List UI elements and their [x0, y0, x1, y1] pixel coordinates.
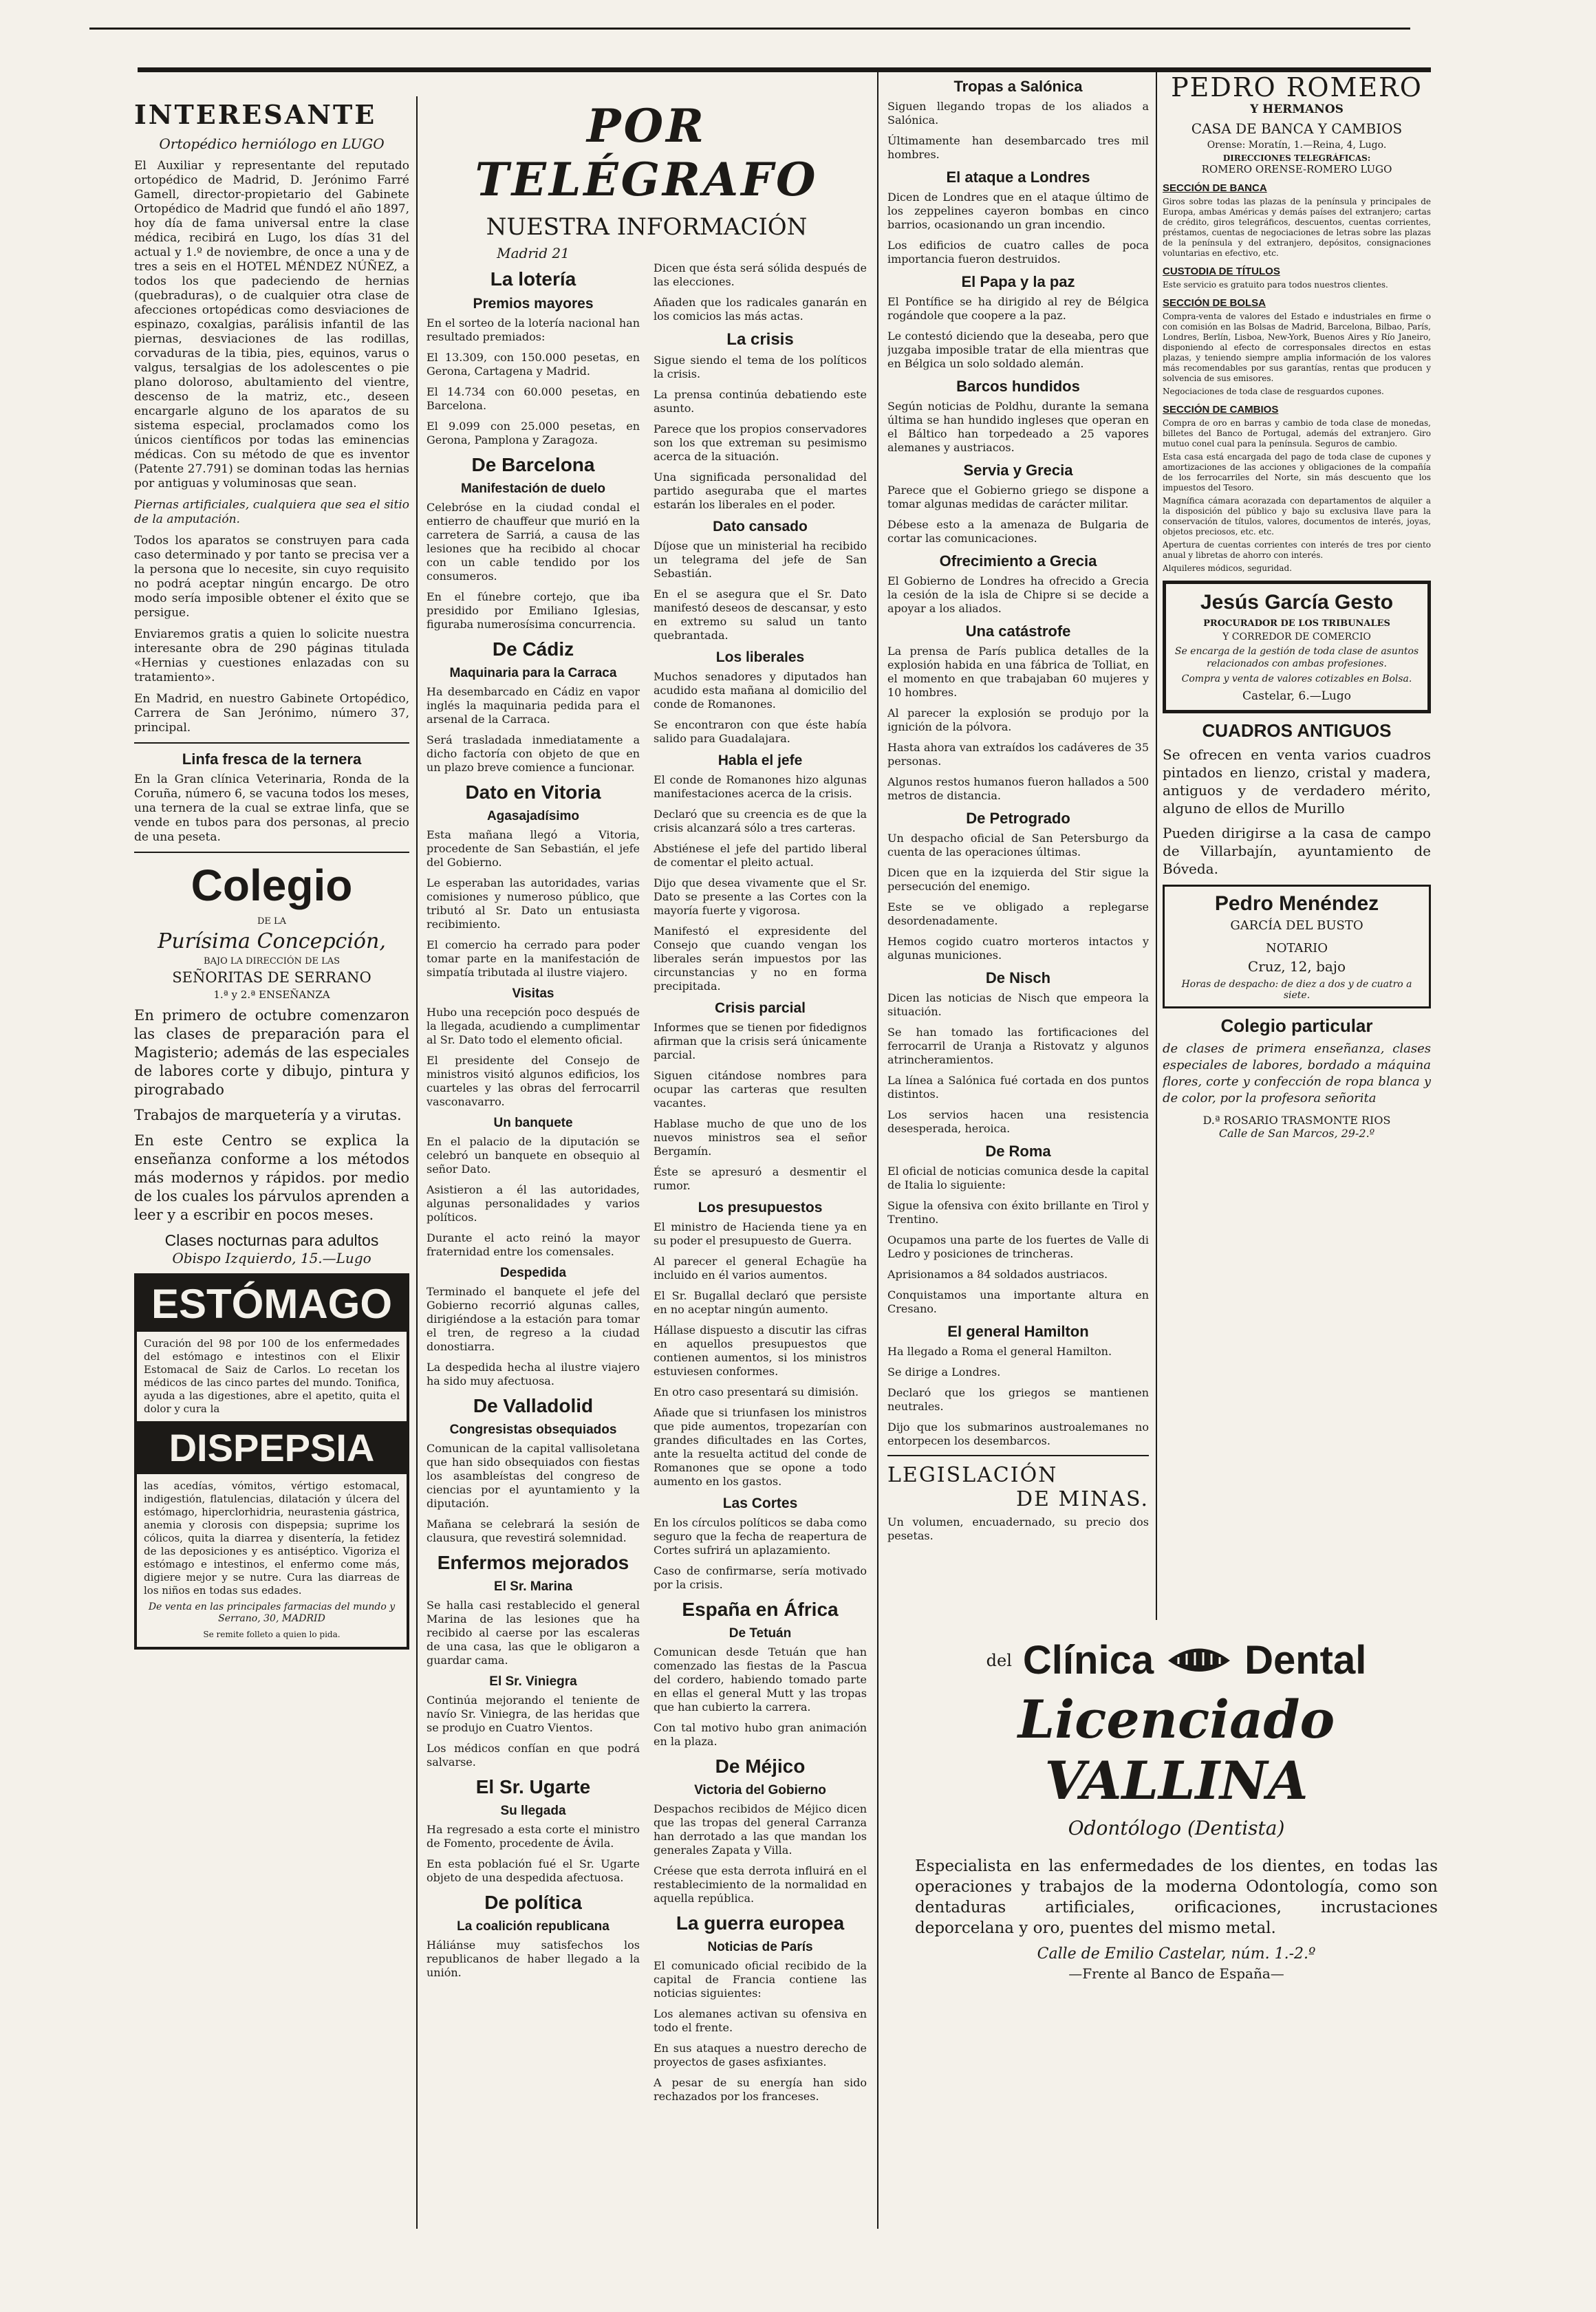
colegio-name: Purísima Concepción,	[158, 929, 386, 953]
cansado-text: Díjose que un ministerial ha recibido un telegrama del jefe de San Sebastián.	[654, 539, 867, 580]
menendez-name: Pedro Menéndez	[1214, 892, 1379, 915]
banquete-heading: Un banquete	[493, 1116, 573, 1130]
ortho-motto: Piernas artificiales, cualquiera que sea el sitio de la amputación.	[134, 498, 409, 526]
presupuestos-text-4: Hállase dispuesto a discutir las cifras en aquellos presupuestos que contienen aumentos, si los ministros estuviesen conformes.	[654, 1324, 867, 1378]
ugarte-heading: El Sr. Ugarte	[475, 1776, 591, 1797]
tetuan-text: Comunican desde Tetuán que han comenzado las fiestas de la Pascua del cordero, habiendo tomado parte en ellas el general Mutt y las tropas que han cubierto la carrera.	[654, 1645, 867, 1714]
marina-text: Se halla casi restablecido el general Marina de las lesiones que ha recibido al caerse por las escaleras de una casa, las que le obligaron a guardar cama.	[427, 1599, 640, 1667]
tropas-text: Siguen llegando tropas de los aliados a Salónica.	[887, 100, 1149, 127]
congreso-text: Comunican de la capital vallisoletana que han sido obsequiados con fiestas los asambleístas del congreso de ciencias por el ayuntamiento y la diputación.	[427, 1442, 640, 1510]
papa-text: El Pontífice se ha dirigido al rey de Bélgica rogándole que coopere a la paz.	[887, 295, 1149, 322]
ugarte-text-2: En esta población fué el Sr. Ugarte objeto de una despedida afectuosa.	[427, 1857, 640, 1884]
barcos-heading: Barcos hundidos	[956, 378, 1080, 395]
cortes-text-2: Caso de confirmarse, sería motivado por la crisis.	[654, 1564, 867, 1591]
catastrofe-text-3: Hasta ahora van extraídos los cadáveres de 35 personas.	[887, 741, 1149, 768]
column-rule-2	[877, 72, 878, 2229]
colegio-ensenanza: 1.ª y 2.ª ENSEÑANZA	[213, 988, 330, 1001]
separator	[134, 742, 409, 744]
nisch-text-2: Se han tomado las fortificaciones del ferrocarril de Uranja a Ristovatz y algunos atrincheramientos.	[887, 1026, 1149, 1066]
paris-text-3: En sus ataques a nuestro derecho de proyectos de gases asfixiantes.	[654, 2042, 867, 2068]
cambios-heading: SECCIÓN DE CAMBIOS	[1163, 404, 1279, 415]
mejico-heading: De Méjico	[715, 1755, 806, 1777]
colegio-text-3: En este Centro se explica la enseñanza conforme a los métodos más modernos y rápidos. por medio de los cuales los párvulos aprenden a leer y a escribir en pocos meses.	[134, 1132, 409, 1223]
dispepsia-sale: De venta en las principales farmacias del mundo y Serrano, 30, MADRID	[148, 1601, 396, 1624]
ugarte-text: Ha regresado a esta corte el ministro de Fomento, procedente de Ávila.	[427, 1823, 640, 1850]
dateline: Madrid 21	[497, 245, 570, 261]
hamilton-text-2: Se dirige a Londres.	[887, 1365, 1001, 1379]
menendez-hours: Horas de despacho: de diez a dos y de cuatro a siete.	[1181, 979, 1412, 1001]
estomago-text: Curación del 98 por 100 de los enfermedades del estómago e intestinos con el Elixir Estomacal de Saiz de Carlos. Lo recetan los médicos de las cinco partes del mundo. Tonifica, ayuda a las digestiones, abre el apetito, quita el dolor y cura la	[144, 1337, 400, 1415]
llegada-heading: Su llegada	[500, 1804, 566, 1818]
column-news-right	[887, 72, 1149, 1620]
nuestra-informacion: NUESTRA INFORMACIÓN	[486, 213, 808, 241]
roma-heading: De Roma	[985, 1143, 1051, 1160]
dental-prefix-word: del	[986, 1650, 1012, 1670]
menendez-sub: GARCÍA DEL BUSTO	[1230, 918, 1363, 933]
gesto-name: Jesús García Gesto	[1200, 591, 1394, 614]
duelo-heading: Manifestación de duelo	[460, 482, 606, 496]
guerra-heading: La guerra europea	[676, 1912, 845, 1934]
nisch-text: Dicen las noticias de Nisch que empeora la situación.	[887, 991, 1149, 1018]
habla-text-4: Dijo que desea vivamente que el Sr. Dato se presente a las Cortes con la mayoría fuerte y vigorosa.	[654, 876, 867, 917]
bolsa-text-2: Negociaciones de toda clase de resguardos cupones.	[1163, 387, 1384, 396]
dental-address: Calle de Emilio Castelar, núm. 1.-2.º	[1037, 1945, 1316, 1963]
ortho-heading: Ortopédico herniólogo en LUGO	[159, 136, 385, 152]
column-rule-3	[1156, 72, 1157, 1620]
papa-text-2: Le contestó diciendo que la deseaba, pero que juzgaba imposible tratar de ella mientras que en Bélgica un solo soldado alemán.	[887, 329, 1149, 370]
loteria-heading: La lotería	[490, 268, 576, 290]
despedida-text: Terminado el banquete el jefe del Gobierno recorrió algunas calles, dirigiéndose a la estación para tomar el tren, de regreso a la ciudad donostiarra.	[427, 1285, 640, 1353]
gesto-role-2: Y CORREDOR DE COMERCIO	[1222, 631, 1371, 642]
cambios-text-2: Esta casa está encargada del pago de toda clase de cupones y amortizaciones de las acciones y obligaciones de la compañía de los ferrocarriles del Norte, sin más descuento que los impuestos del Tesoro.	[1163, 452, 1431, 493]
paris-heading: Noticias de París	[707, 1940, 813, 1954]
banquete-text-3: Durante el acto reinó la mayor fraternidad entre los comensales.	[427, 1231, 640, 1258]
barcelona-heading: De Barcelona	[471, 454, 595, 475]
separator	[134, 852, 409, 853]
legislacion-heading: LEGISLACIÓN	[887, 1463, 1058, 1487]
habla-text: El conde de Romanones hizo algunas manifestaciones acerca de la crisis.	[654, 773, 867, 800]
gesto-text-2: Compra y venta de valores cotizables en Bolsa.	[1181, 673, 1412, 684]
petrogrado-text-4: Hemos cogido cuatro morteros intactos y algunas municiones.	[887, 935, 1149, 962]
header-rule	[138, 67, 1431, 72]
victoria-heading: Victoria del Gobierno	[694, 1783, 826, 1797]
vitoria-heading: Dato en Vitoria	[465, 781, 601, 803]
menendez-ad	[1163, 885, 1431, 1008]
por-telegrafo-title: POR TELÉGRAFO	[475, 99, 819, 206]
catastrofe-text-4: Algunos restos humanos fueron hallados a 500 metros de distancia.	[887, 775, 1149, 802]
papa-heading: El Papa y la paz	[961, 273, 1075, 290]
colegio-text-2: Trabajos de marquetería y a virutas.	[134, 1107, 402, 1123]
agasajo-text-3: El comercio ha cerrado para poder tomar parte en la manifestación de simpatía tributada al ilustre viajero.	[427, 938, 640, 979]
presupuestos-text-2: Al parecer el general Echagüe ha incluido en él varios aumentos.	[654, 1255, 867, 1282]
tropas-heading: Tropas a Salónica	[953, 78, 1083, 95]
r-text-2: Añaden que los radicales ganarán en los comicios las más actas.	[654, 296, 867, 323]
parcial-text-3: Hablase mucho de que uno de los nuevos ministros sea el señor Bergamín.	[654, 1117, 867, 1158]
hamilton-heading: El general Hamilton	[947, 1323, 1089, 1340]
presupuestos-heading: Los presupuestos	[698, 1200, 823, 1216]
despedida-text-2: La despedida hecha al ilustre viajero ha sido muy afectuosa.	[427, 1361, 640, 1387]
viniegra-heading: El Sr. Viniegra	[489, 1674, 577, 1689]
servia-text: Parece que el Gobierno griego se dispone a tomar algunas medidas de carácter militar.	[887, 484, 1149, 510]
ortho-text: El Auxiliar y representante del reputado ortopédico de Madrid, D. Jerónimo Farré Gamell, director-propietario del Gabinete Ortopédico de Madrid que fundó el año 1897, hoy día de fama universal entre la clase médica, recibirá en Lugo, los días 31 del actual y 1.º de noviembre, de once a una y de tres a seis en el HOTEL MÉNDEZ NÚÑEZ, a todos los que padeciendo de hernias (quebraduras), o de cualquier otra clase de afecciones ortopédicas como desviaciones de espinazo, coxalgias, parálisis infantil de las piernas, desviaciones de las rodillas, corvaduras de la tibia, pies, equinos, varus o valgus, tersalgias de los adolescentes o pie plano doloroso, abultamiento del vientre, descenso de la matriz, etc., deseen encargarle alguno de los aparatos de su sistema especial, proclamados como los únicos científicos por todas las eminencias médicas. Con su método de que es inventor (Patente 27.791) se dominan todas las hernias por antiguas y voluminosas que sean.	[134, 159, 409, 490]
dental-title-right: Dental	[1244, 1638, 1367, 1683]
banca-heading: SECCIÓN DE BANCA	[1163, 182, 1267, 194]
coalicion-text: Háliánse muy satisfechos los republicanos de haber llegado a la unión.	[427, 1938, 640, 1979]
ortho-text-2: Todos los aparatos se construyen para cada caso determinado y por tanto se precisa ver a la persona que lo necesite, sin cuyo requisito no podrá aceptar ningún encargo. De otro modo sería imposible obtener el éxito que se persigue.	[134, 534, 409, 620]
r-text-1: Dicen que ésta será sólida después de las elecciones.	[654, 261, 867, 288]
servia-heading: Servia y Grecia	[963, 462, 1073, 479]
petrogrado-text-2: Dicen que en la izquierda del Stir sigue la persecución del enemigo.	[887, 866, 1149, 893]
hamilton-text-4: Dijo que los submarinos austroalemanes no entorpecen los desembarcos.	[887, 1420, 1149, 1447]
colegio-senoritas: SEÑORITAS DE SERRANO	[172, 969, 371, 986]
agasajo-text-2: Le esperaban las autoridades, varias comisiones y numeroso público, que tributó al Sr. Dato un entusiasta recibimiento.	[427, 876, 640, 931]
politica-heading: De política	[484, 1892, 582, 1913]
romero-title: PEDRO ROMERO	[1171, 72, 1423, 102]
menendez-address: Cruz, 12, bajo	[1247, 958, 1346, 975]
mejico-text: Despachos recibidos de Méjico dicen que las tropas del general Carranza han derrotado a las que mandan los generales Zapata y Villa.	[654, 1802, 867, 1857]
cambios-text: Compra de oro en barras y cambio de toda clase de monedas, billetes del Banco de Portugal, además del extranjero. Giro mutuo conel cual para la península. Seguros de cambio.	[1163, 418, 1431, 449]
dental-text: Especialista en las enfermedades de los dientes, en todas las operaciones y trabajos de la moderna Odontología, como son dentaduras artificiales, orificaciones, incrustaciones deporcelana y oro, puentes del mismo metal.	[915, 1857, 1438, 1937]
gesto-address: Castelar, 6.—Lugo	[1242, 689, 1351, 703]
parcial-text-4: Éste se apresuró a desmentir el rumor.	[654, 1165, 867, 1192]
romero-telegrafica: ROMERO ORENSE-ROMERO LUGO	[1201, 163, 1392, 175]
cansado-text-2: En el se asegura que el Sr. Dato manifestó deseos de descansar, y esto en extremo su salud un tanto quebrantada.	[654, 587, 867, 642]
separator	[887, 1455, 1149, 1456]
titulos-heading: CUSTODIA DE TÍTULOS	[1163, 266, 1280, 277]
banca-text: Giros sobre todas las plazas de la península y principales de Europa, ambas Américas y demás países del extranjero; cartas de crédito, giros telegráficos, descuentos, cuentas corrientes, préstamos, cuentas de negociaciones de letras sobre las plazas de la península y del extranjero, depósitos, consignaciones voluntarias en efectivo, etc.	[1163, 197, 1431, 258]
hamilton-text-3: Declaró que los griegos se mantienen neutrales.	[887, 1386, 1149, 1413]
roma-text-3: Ocupamos una parte de los fuertes de Valle di Ledro y posiciones de trincheras.	[887, 1233, 1149, 1260]
presupuestos-text-3: El Sr. Bugallal declaró que persiste en no aceptar ningún aumento.	[654, 1289, 867, 1316]
romero-sub: Y HERMANOS	[1250, 102, 1344, 116]
dispepsia-note: Se remite folleto a quien lo pida.	[203, 1630, 341, 1639]
banquete-text-2: Asistieron a él las autoridades, algunas personalidades y varios políticos.	[427, 1183, 640, 1224]
cortes-heading: Las Cortes	[722, 1495, 798, 1511]
petrogrado-text: Un despacho oficial de San Petersburgo da cuenta de las operaciones últimas.	[887, 832, 1149, 858]
crisis-text: Sigue siendo el tema de los políticos la crisis.	[654, 354, 867, 380]
column-telegrafo	[427, 96, 867, 2236]
tropas-text-2: Últimamente han desembarcado tres mil hombres.	[887, 134, 1149, 161]
presupuestos-text: El ministro de Hacienda tiene ya en su poder el presupuesto de Guerra.	[654, 1220, 867, 1247]
linfa-text: En la Gran clínica Veterinaria, Ronda de la Coruña, número 6, se vacuna todos los meses, una ternera de la cual se extrae linfa, que se vende en tubos para dos personas, al precio de una peseta.	[134, 773, 409, 844]
nisch-heading: De Nisch	[985, 969, 1051, 986]
premios-heading: Premios mayores	[473, 296, 594, 312]
habla-text-5: Manifestó el expresidente del Consejo que cuando vengan los liberales serán impuestos por las circunstancias y no en forma precipitada.	[654, 925, 867, 993]
cansado-heading: Dato cansado	[713, 519, 808, 534]
bolsa-text: Compra-venta de valores del Estado e industriales en firme o con comisión en las Bolsas de Madrid, Barcelona, Bilbao, París, Londres, Berlín, Lisboa, New-York, Buenos Aires y Río Janeiro, disponiendo al efecto de corresponsales directos en estas plazas, y teniendo siempre amplia información de los valores más recomendables por sus garantías, rentas que producen y solvencia de sus emisores.	[1163, 312, 1431, 383]
cadiz-heading: De Cádiz	[492, 638, 574, 660]
dental-title-left: Clínica	[1022, 1638, 1154, 1683]
particular-text: de clases de primera enseñanza, clases especiales de labores, bordado a máquina flores, corte y confección de ropa blanca y de color, por la profesora señorita	[1163, 1041, 1431, 1105]
carraca-heading: Maquinaria para la Carraca	[449, 666, 617, 680]
carraca-text: Ha desembarcado en Cádiz en vapor inglés la maquinaria pedida para el arsenal de la Carraca.	[427, 685, 640, 726]
menendez-role: NOTARIO	[1266, 941, 1328, 955]
mejico-text-2: Créese que esta derrota influirá en el restablecimiento de la normalidad en aquella república.	[654, 1864, 867, 1905]
roma-text: El oficial de noticias comunica desde la capital de Italia lo siguiente:	[887, 1165, 1149, 1191]
visitas-heading: Visitas	[512, 986, 554, 1001]
linfa-heading: Linfa fresca de la ternera	[182, 750, 362, 768]
gesto-ad	[1163, 581, 1431, 713]
tetuan-text-2: Con tal motivo hubo gran animación en la plaza.	[654, 1721, 867, 1748]
column-advertisements-right	[1163, 72, 1431, 1620]
ataque-text: Dicen de Londres que en el ataque último de los zeppelines cayeron bombas en cinco barrios, ocasionando un gran incendio.	[887, 191, 1149, 231]
presupuestos-text-5: En otro caso presentará su dimisión.	[654, 1385, 859, 1398]
colegio-address: Obispo Izquierdo, 15.—Lugo	[172, 1250, 371, 1266]
colegio-nocturnas: Clases nocturnas para adultos	[164, 1231, 379, 1249]
cuadros-text-2: Pueden dirigirse a la casa de campo de Villarbajín, ayuntamiento de Bóveda.	[1163, 825, 1431, 877]
loteria-p1: El 13.309, con 150.000 pesetas, en Gerona, Cartagena y Madrid.	[427, 351, 640, 378]
ortho-address: En Madrid, en nuestro Gabinete Ortopédico, Carrera de San Jerónimo, número 37, principal.	[134, 692, 409, 735]
ataque-text-2: Los edificios de cuatro calles de poca importancia fueron destruidos.	[887, 239, 1149, 266]
petrogrado-text-3: Este se ve obligado a replegarse desordenadamente.	[887, 900, 1149, 927]
presupuestos-text-6: Añade que si triunfasen los ministros que pide aumentos, tropezarían con grandes dificultades en las Cortes, ante la resuelta actitud del conde de Romanones que se opone a todo aumento en los gastos.	[654, 1406, 867, 1488]
dental-ad	[915, 1637, 1438, 2229]
loteria-p3: El 9.099 con 25.000 pesetas, en Gerona, Pamplona y Zaragoza.	[427, 420, 640, 446]
paris-text-4: A pesar de su energía han sido rechazados por los franceses.	[654, 2076, 867, 2103]
parcial-heading: Crisis parcial	[715, 1000, 806, 1016]
column-rule-1	[416, 96, 418, 2229]
habla-heading: Habla el jefe	[718, 753, 803, 768]
roma-text-2: Sigue la ofensiva con éxito brillante en Tirol y Trentino.	[887, 1199, 1149, 1226]
carraca-text-2: Será trasladada inmediatamente a dicho factoría con objeto de que en un plazo breve comience a funcionar.	[427, 733, 640, 774]
despedida-heading: Despedida	[499, 1266, 567, 1280]
nisch-text-4: Los servios hacen una resistencia desesperada, heroica.	[887, 1108, 1149, 1135]
agasajo-heading: Agasajadísimo	[486, 809, 580, 823]
enfermos-heading: Enfermos mejorados	[437, 1552, 629, 1573]
romero-direcciones: DIRECCIONES TELEGRÁFICAS:	[1222, 153, 1371, 163]
petrogrado-heading: De Petrogrado	[966, 810, 1070, 827]
visitas-text-2: El presidente del Consejo de ministros visitó algunos edificios, los cuarteles y las obras del ferrocarril vasconavarro.	[427, 1054, 640, 1108]
estomago-title: ESTÓMAGO	[137, 1276, 407, 1332]
parcial-text-2: Siguen citándose nombres para ocupar las carteras que resulten vacantes.	[654, 1069, 867, 1110]
ortho-text-3: Enviaremos gratis a quien lo solicite nuestra interesante obra de 290 páginas titulada «Hernias y cuestiones enlazadas con su tratamiento».	[134, 627, 409, 684]
catastrofe-text-2: Al parecer la explosión se produjo por la ignición de la pólvora.	[887, 706, 1149, 733]
parcial-text: Informes que se tienen por fidedignos afirman que la crisis será únicamente parcial.	[654, 1021, 867, 1061]
coalicion-heading: La coalición republicana	[457, 1919, 610, 1934]
romero-banca: CASA DE BANCA Y CAMBIOS	[1191, 120, 1403, 137]
estomago-ad	[134, 1273, 409, 1650]
bolsa-heading: SECCIÓN DE BOLSA	[1163, 297, 1266, 309]
cambios-text-4: Apertura de cuentas corrientes con interés de tres por ciento anual y libretas de ahorro con interés.	[1163, 540, 1431, 560]
cambios-text-5: Alquileres módicos, seguridad.	[1163, 563, 1292, 573]
liberales-text-2: Se encontraron con que éste había salido para Guadalajara.	[654, 718, 867, 745]
legislacion-text: Un volumen, encuadernado, su precio dos pesetas.	[887, 1515, 1149, 1542]
banquete-text: En el palacio de la diputación se celebró un banquete en obsequio al señor Dato.	[427, 1135, 640, 1176]
dental-name: Licenciado VALLINA	[1017, 1689, 1335, 1811]
cuadros-text: Se ofrecen en venta varios cuadros pintados en lienzo, cristal y madera, antiguos y de verdadero mérito, alguno de ellos de Murillo	[1163, 746, 1431, 817]
congreso-heading: Congresistas obsequiados	[449, 1423, 617, 1437]
habla-text-2: Declaró que su creencia es de que la crisis alcanzará sólo a tres carteras.	[654, 808, 867, 834]
cuadros-heading: CUADROS ANTIGUOS	[1202, 720, 1392, 741]
viniegra-text: Continúa mejorando el teniente de navío Sr. Viniegra, de las heridas que se produjo en Cuatro Vientos.	[427, 1694, 640, 1734]
colegio-direction: BAJO LA DIRECCIÓN DE LAS	[203, 956, 341, 966]
colegio-title: Colegio	[191, 861, 353, 910]
colegio-de: DE LA	[257, 916, 287, 927]
catastrofe-text: La prensa de París publica detalles de la explosión habida en una fábrica de Tolliat, en el momento en que trabajaban 60 mujeres y 10 hombres.	[887, 645, 1149, 699]
particular-heading: Colegio particular	[1220, 1015, 1373, 1036]
column-advertisements-left	[134, 96, 409, 2236]
legislacion-heading-2: DE MINAS.	[1016, 1487, 1149, 1511]
congreso-text-2: Mañana se celebrará la sesión de clausura, que revestirá solemnidad.	[427, 1517, 640, 1544]
romero-address: Orense: Moratín, 1.—Reina, 4, Lugo.	[1207, 140, 1387, 151]
dental-address-2: —Frente al Banco de España—	[1068, 1965, 1284, 1982]
crisis-text-2: La prensa continúa debatiendo este asunto.	[654, 388, 867, 415]
catastrofe-heading: Una catástrofe	[965, 623, 1071, 640]
telegrafo-subcolumn-left	[427, 245, 640, 2110]
servia-text-2: Débese esto a la amenaza de Bulgaria de cortar las comunicaciones.	[887, 518, 1149, 545]
titulos-text: Este servicio es gratuito para todos nuestros clientes.	[1163, 280, 1388, 290]
interesante-title: INTERESANTE	[134, 99, 377, 130]
ofrec-heading: Ofrecimiento a Grecia	[939, 552, 1097, 570]
duelo-text: Celebróse en la ciudad condal el entierro de chauffeur que murió en la carretera de Sarriá, a causa de las lesiones que ha recibido al chocar con un cable tendido por los consumeros.	[427, 501, 640, 583]
habla-text-3: Abstiénese el jefe del partido liberal de comentar el pleito actual.	[654, 842, 867, 869]
cortes-text: En los círculos políticos se daba como seguro que la fecha de reapertura de Cortes sufrirá un aplazamiento.	[654, 1516, 867, 1557]
agasajo-text: Esta mañana llegó a Vitoria, procedente de San Sebastián, el jefe del Gobierno.	[427, 828, 640, 869]
crisis-text-4: Una significada personalidad del partido aseguraba que el martes estarán los liberales en el poder.	[654, 471, 867, 511]
viniegra-text-2: Los médicos confían en que podrá salvarse.	[427, 1742, 640, 1769]
colegio-text-1: En primero de octubre comenzaron las clases de preparación para el Magisterio; además de las especiales de labores corte y dibujo, pintura y pirograbado	[134, 1007, 409, 1098]
visitas-text: Hubo una recepción poco después de la llegada, acudiendo a cumplimentar al Sr. Dato todo el elemento oficial.	[427, 1006, 640, 1046]
paris-text: El comunicado oficial recibido de la capital de Francia contiene las noticias siguientes:	[654, 1959, 867, 2000]
dispepsia-text: las acedías, vómitos, vértigo estomacal, indigestión, flatulencias, dilatación y úlcera del estómago, hiperclorhidria, neurastenia gástrica, anemia y clorosis con dispepsia; suprime los cólicos, quita la diarrea y disentería, la fetidez de las deposiciones y es antiséptico. Vigoriza el estómago e intestinos, el enfermo come más, digiere mejor y se nutre. Cura las diarreas de los niños en todas sus edades.	[144, 1480, 400, 1597]
crisis-text-3: Parece que los propios conservadores son los que extreman su pesimismo acerca de la situación.	[654, 422, 867, 463]
crisis-heading: La crisis	[726, 330, 794, 349]
ofrec-text: El Gobierno de Londres ha ofrecido a Grecia la cesión de la isla de Chipre si se decide a apoyar a los aliados.	[887, 574, 1149, 615]
marina-heading: El Sr. Marina	[493, 1579, 573, 1594]
telegrafo-subcolumn-right	[654, 245, 867, 2110]
hamilton-text: Ha llegado a Roma el general Hamilton.	[887, 1345, 1112, 1358]
valladolid-heading: De Valladolid	[473, 1395, 594, 1416]
ataque-heading: El ataque a Londres	[946, 169, 1090, 186]
loteria-p2: El 14.734 con 60.000 pesetas, en Barcelona.	[427, 385, 640, 412]
liberales-text: Muchos senadores y diputados han acudido esta mañana al domicilio del conde de Romanones.	[654, 670, 867, 711]
gesto-role: PROCURADOR DE LOS TRIBUNALES	[1203, 618, 1390, 629]
gesto-text: Se encarga de la gestión de toda clase de asuntos relacionados con ambas profesiones.	[1174, 646, 1419, 669]
particular-name: D.ª ROSARIO TRASMONTE RIOS	[1203, 1114, 1391, 1127]
particular-address: Calle de San Marcos, 29-2.º	[1218, 1127, 1375, 1140]
denture-icon	[1165, 1640, 1233, 1681]
loteria-text: En el sorteo de la lotería nacional han resultado premiados:	[427, 316, 640, 343]
liberales-heading: Los liberales	[715, 649, 805, 665]
paris-text-2: Los alemanes activan su ofensiva en todo el frente.	[654, 2007, 867, 2034]
nisch-text-3: La línea a Salónica fué cortada en dos puntos distintos.	[887, 1074, 1149, 1101]
duelo-text-2: En el fúnebre cortejo, que iba presidido por Emiliano Iglesias, figuraba numerosísima concurrencia.	[427, 590, 640, 631]
cambios-text-3: Magnífica cámara acorazada con departamentos de alquiler a la disposición del público y bajo su exclusiva llave para la conservación de títulos, valores, documentos de interés, joyas, objetos preciosos, etc. etc.	[1163, 496, 1431, 537]
africa-heading: España en África	[682, 1599, 839, 1620]
roma-text-4: Aprisionamos a 84 soldados austriacos.	[887, 1268, 1108, 1281]
barcos-text: Según noticias de Poldhu, durante la semana última se han hundido ingleses que operan en el Báltico han torpedeado a 25 vapores alemanes y austriacos.	[887, 400, 1149, 454]
dental-sub: Odontólogo (Dentista)	[1068, 1817, 1285, 1839]
dispepsia-title: DISPEPSIA	[137, 1421, 407, 1474]
roma-text-5: Conquistamos una importante altura en Cresano.	[887, 1288, 1149, 1315]
tetuan-heading: De Tetuán	[729, 1626, 792, 1641]
top-rule-thin	[89, 28, 1410, 30]
